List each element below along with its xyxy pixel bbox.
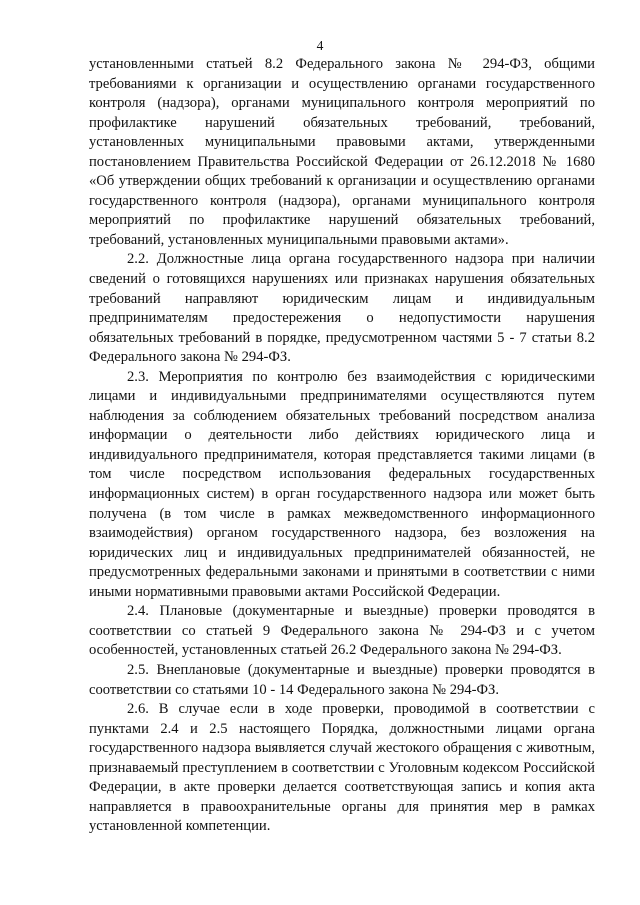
paragraph-clause-2-4: 2.4. Плановые (документарные и выездные) проверки проводятся в соответствии со статьей 9 Федерального закона № 294-ФЗ и с учетом особенностей, установленных статьей 26.2 Федерального закона № 294-ФЗ.: [89, 603, 595, 659]
document-body: [89, 55, 595, 837]
paragraph-clause-2-5: 2.5. Внеплановые (документарные и выездные) проверки проводятся в соответствии со статьями 10 - 14 Федерального закона № 294-ФЗ.: [89, 661, 595, 698]
paragraph-clause-2-3: 2.3. Мероприятия по контролю без взаимодействия с юридическими лицами и индивидуальными предпринимателями осуществляются путем наблюдения за соблюдением обязательных требований посредством анализа информации о деятельности либо действиях юридического лица и индивидуального предпринимателя, которая представляется такими лицами (в том числе посредством использования федеральных государственных информационных систем) в орган государственного надзора или может быть получена (в том числе в рамках межведомственного информационного взаимодействия) органом государственного надзора, без возложения на юридических лиц и индивидуальных предпринимателей обязанностей, не предусмотренных федеральными законами и принятыми в соответствии с ними иными нормативными правовыми актами Российской Федерации.: [89, 368, 595, 600]
paragraph-clause-2-6: 2.6. В случае если в ходе проверки, проводимой в соответствии с пунктами 2.4 и 2.5 настоящего Порядка, должностными лицами органа государственного надзора выявляется случай жестокого обращения с животным, признаваемый преступлением в соответствии с Уголовным кодексом Российской Федерации, в акте проверки делается соответствующая запись и копия акта направляется в правоохранительные органы для принятия мер в рамках установленной компетенции.: [89, 701, 595, 835]
paragraph-continuation-2-1: установленными статьей 8.2 Федерального закона № 294-ФЗ, общими требованиями к организации и осуществлению органами государственного контроля (надзора), органами муниципального контроля мероприятий по профилактике нарушений обязательных требований, требований, установленных муниципальными правовыми актами, утвержденными постановлением Правительства Российской Федерации от 26.12.2018 № 1680 «Об утверждении общих требований к организации и осуществлению органами государственного контроля (надзора), органами муниципального контроля мероприятий по профилактике нарушений обязательных требований, требований, установленных муниципальными правовыми актами».: [89, 56, 595, 248]
page-number: 4: [316, 38, 324, 53]
paragraph-clause-2-2: 2.2. Должностные лица органа государственного надзора при наличии сведений о готовящихся нарушениях или признаках нарушения обязательных требований направляют юридическим лицам и индивидуальным предпринимателям предостережения о недопустимости нарушения обязательных требований в порядке, предусмотренном частями 5 - 7 статьи 8.2 Федерального закона № 294-ФЗ.: [89, 251, 595, 366]
